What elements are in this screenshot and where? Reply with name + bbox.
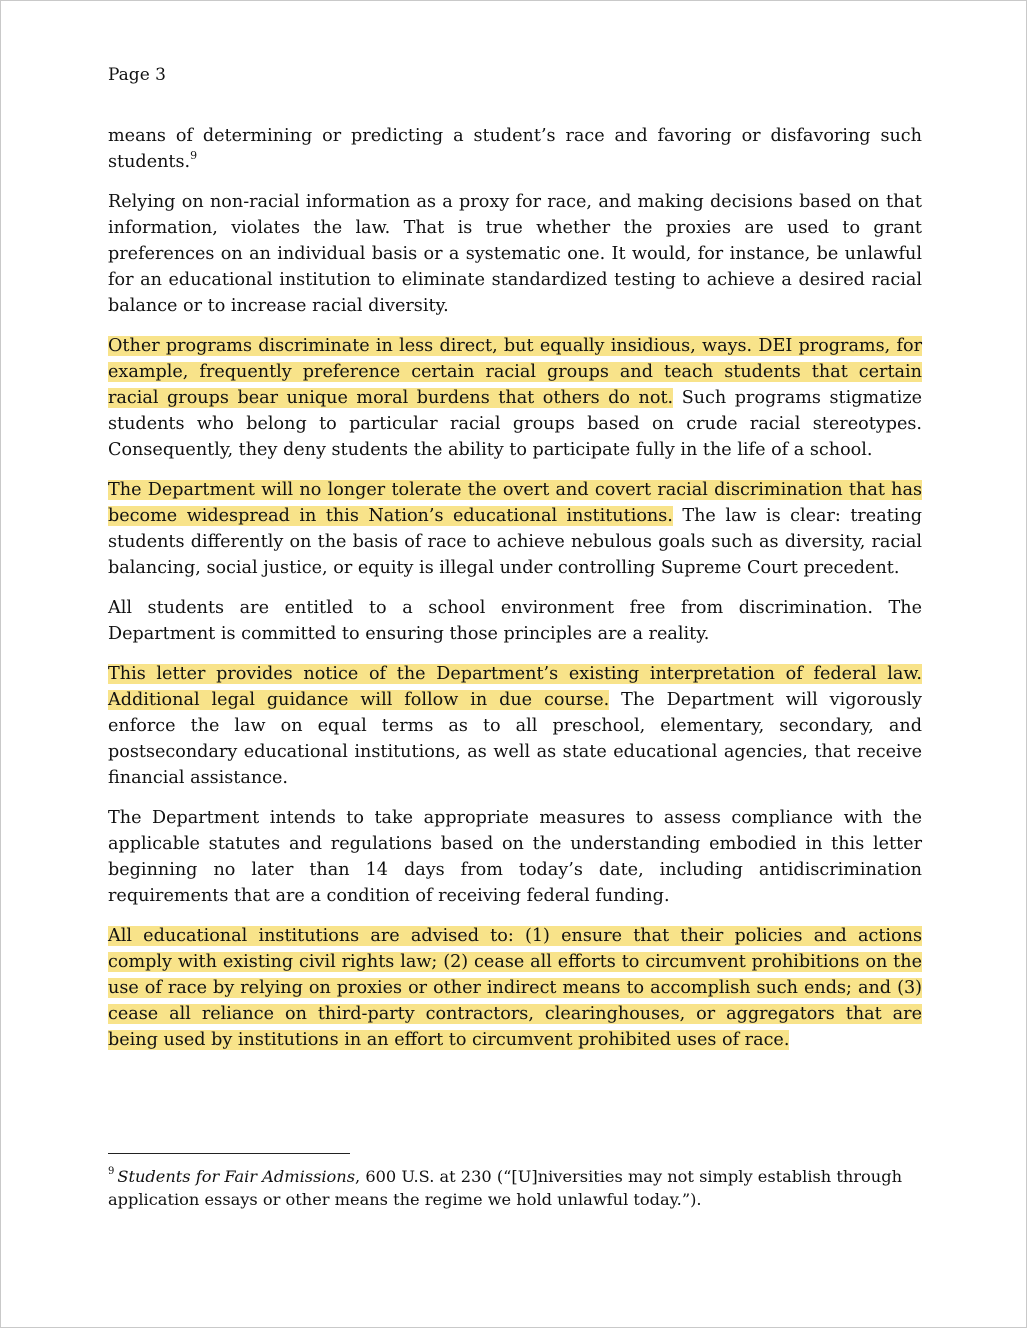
footnote-9 (108, 1165, 922, 1211)
footnote-case-name: Students for Fair Admissions (117, 1167, 356, 1186)
paragraph-6 (108, 661, 922, 791)
paragraph-6-rest: The Department will vigorously enforce the law on equal terms as to all preschool, elementary, secondary, and postsecondary educational institutions, as well as state educational agencies, that receive financial assistance. (108, 690, 922, 788)
highlighted-passage: The Department will no longer tolerate the overt and covert racial discrimination that has become widespread in this Nation’s educational institutions. (108, 480, 922, 526)
footnote-number: 9 (108, 1165, 115, 1177)
highlighted-passage: Other programs discriminate in less direct, but equally insidious, ways. DEI programs, for example, frequently preference certain racial groups and teach students that certain racial groups bear unique moral burdens that others do not. (108, 336, 922, 408)
paragraph-4 (108, 477, 922, 581)
footnote-reference-9: 9 (190, 149, 198, 163)
paragraph-7: The Department intends to take appropriate measures to assess compliance with the applicable statutes and regulations based on the understanding embodied in this letter beginning no later than 14 days from today’s date, including antidiscrimination requirements that are a condition of receiving federal funding. (108, 808, 922, 906)
paragraph-1-text: means of determining or predicting a student’s race and favoring or disfavoring such students. (108, 126, 922, 172)
paragraph-4-rest: The law is clear: treating students differently on the basis of race to achieve nebulous goals such as diversity, racial balancing, social justice, or equity is illegal under controlling Supreme Court precedent. (108, 506, 922, 578)
highlighted-passage: This letter provides notice of the Department’s existing interpretation of federal law. Additional legal guidance will follow in due course. (108, 664, 922, 710)
paragraph-3-rest: Such programs stigmatize students who belong to particular racial groups based on crude racial stereotypes. Consequently, they deny students the ability to participate fully in the life of a school. (108, 388, 923, 460)
page-number-header: Page 3 (108, 65, 166, 85)
paragraph-1 (108, 123, 922, 175)
paragraph-2: Relying on non-racial information as a proxy for race, and making decisions based on that information, violates the law. That is true whether the proxies are used to grant preferences on an individual basis or a systematic one. It would, for instance, be unlawful for an educational institution to eliminate standardized testing to achieve a desired racial balance or to increase racial diversity. (108, 192, 922, 316)
letter-body (108, 123, 922, 1067)
paragraph-5: All students are entitled to a school environment free from discrimination. The Department is committed to ensuring those principles are a reality. (108, 598, 922, 644)
footnote-divider (108, 1153, 350, 1154)
paragraph-8 (108, 923, 922, 1053)
highlighted-passage: All educational institutions are advised to: (1) ensure that their policies and actions comply with existing civil rights law; (2) cease all efforts to circumvent prohibitions on the use of race by relying on proxies or other indirect means to accomplish such ends; and (3) cease all reliance on third-party contractors, clearinghouses, or aggregators that are being used by institutions in an effort to circumvent prohibited uses of race. (108, 926, 922, 1050)
paragraph-3 (108, 333, 922, 463)
footnote-text: , 600 U.S. at 230 (“[U]niversities may not simply establish through application essays or other means the regime we hold unlawful today.”). (108, 1167, 902, 1209)
